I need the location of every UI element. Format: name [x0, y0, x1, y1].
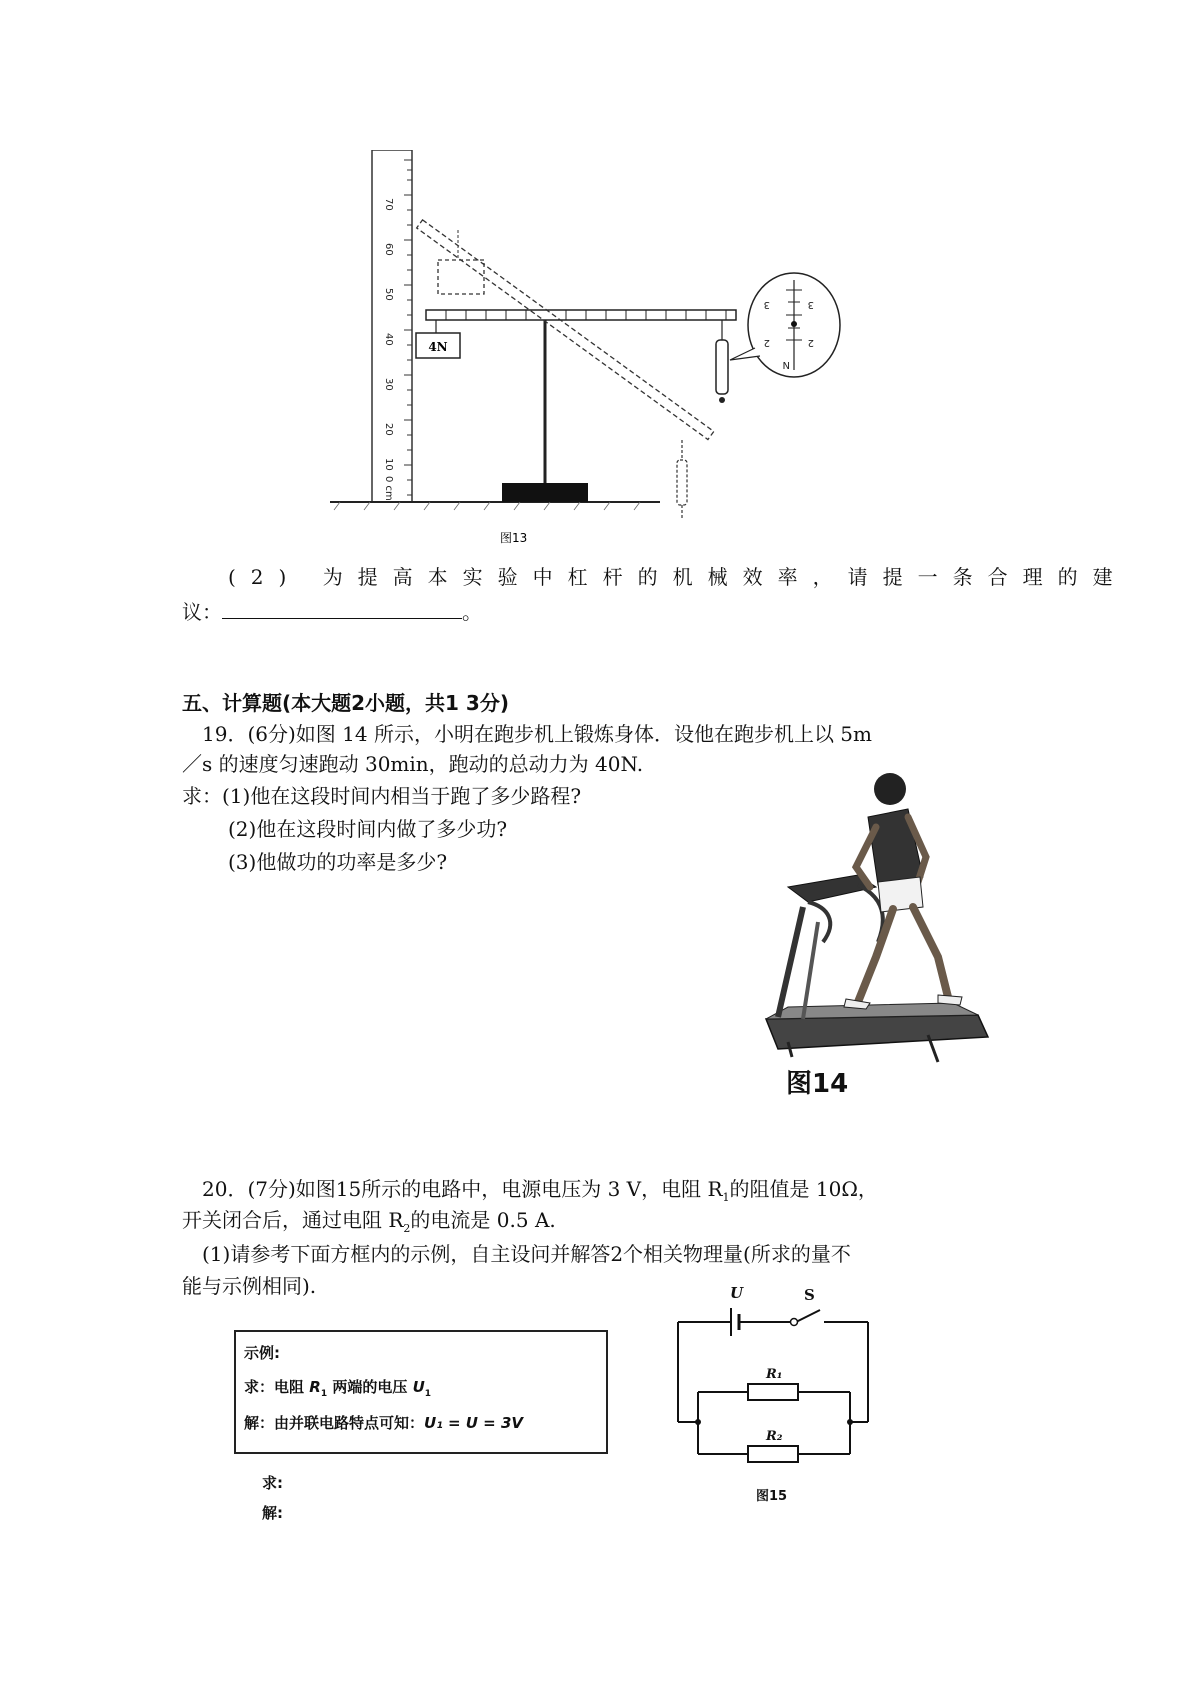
- q20-line2-a: 开关闭合后，通过电阻 R: [182, 1208, 404, 1232]
- treadmill-post: [778, 907, 803, 1017]
- ruler-label-40: 40: [383, 333, 394, 346]
- example-equation: U₁ = U = 3V: [424, 1414, 524, 1432]
- battery-label: U: [730, 1284, 744, 1302]
- example-sub-2: 1: [424, 1389, 432, 1399]
- q19-ask3: (3)他做功的功率是多少?: [228, 850, 448, 874]
- weight-raised-dashed: [438, 260, 484, 294]
- gauge-label-3-left: 3: [763, 299, 770, 310]
- q19-ask1: 求：(1)他在这段时间内相当于跑了多少路程?: [182, 784, 582, 808]
- r1-label: R₁: [766, 1367, 783, 1382]
- spring-scale-lowered-dashed: [677, 440, 687, 520]
- stand-base: [502, 483, 588, 502]
- q20-line2-b: 的电流是 0.5 A.: [410, 1208, 556, 1232]
- q20-line2: [182, 1206, 556, 1243]
- section-5-title: 五、计算题(本大题2小题，共1 3分): [182, 691, 509, 715]
- answer-solution-label: 解:: [262, 1504, 283, 1522]
- example-var-r: R: [309, 1378, 321, 1396]
- fig14-caption: 图14: [786, 1069, 849, 1099]
- figure-14: [748, 757, 1010, 1102]
- figure-13: [330, 150, 870, 550]
- gauge-label-2-left: 2: [763, 337, 770, 348]
- runner-leg-front: [913, 907, 948, 997]
- ruler-label-60: 60: [383, 243, 394, 256]
- example-sub-1: 1: [320, 1389, 328, 1399]
- ruler-label-10: 10: [383, 458, 394, 471]
- example-question-b: 两端的电压: [332, 1378, 408, 1396]
- q19-line1: 19．(6分)如图 14 所示，小明在跑步机上锻炼身体．设他在跑步机上以 5m: [202, 722, 872, 746]
- q18-2-prefix: 议：: [182, 600, 222, 624]
- ruler-label-30: 30: [383, 378, 394, 391]
- ruler-label-0cm: 0 cm: [383, 476, 394, 501]
- ruler-label-70: 70: [383, 198, 394, 211]
- figure-15: [668, 1282, 883, 1512]
- weight-label: 4N: [428, 340, 448, 354]
- treadmill-deck: [766, 1015, 988, 1049]
- fig15-caption: 图15: [756, 1489, 788, 1504]
- fig13-caption: 图13: [500, 531, 528, 545]
- answer-ask-label: 求:: [262, 1474, 283, 1492]
- ruler-label-20: 20: [383, 423, 394, 436]
- example-solution: [244, 1412, 523, 1433]
- q20-r2-sub: 2: [403, 1222, 411, 1235]
- q20-line4: 能与示例相同).: [182, 1274, 317, 1298]
- q20-line1-a: 20．(7分)如图15所示的电路中，电源电压为 3 V，电阻 R: [202, 1177, 723, 1201]
- q19-ask2: (2)他在这段时间内做了多少功?: [228, 817, 508, 841]
- resistor-r2: [748, 1446, 798, 1462]
- runner-head: [874, 773, 906, 805]
- example-box: [234, 1330, 608, 1454]
- answer-blank[interactable]: [222, 598, 462, 619]
- runner-leg-back: [858, 909, 893, 1002]
- example-question: [244, 1376, 431, 1399]
- switch-blade: [796, 1310, 820, 1322]
- switch-label: S: [804, 1286, 815, 1304]
- lever-tilted-dashed: [417, 220, 714, 440]
- q18-2-text: (2) 为提高本实验中杠杆的机械效率，请提一条合理的建: [228, 565, 1128, 589]
- gauge-label-2-right: 2: [807, 337, 814, 348]
- q20-r1-sub: 1: [722, 1191, 730, 1204]
- spring-scale: [716, 340, 728, 394]
- example-var-u: U: [412, 1378, 425, 1396]
- example-title: 示例:: [244, 1344, 280, 1362]
- gauge-label-3-right: 3: [807, 299, 814, 310]
- r2-label: R₂: [766, 1429, 783, 1444]
- q19-line2: ／s 的速度匀速跑动 30min，跑动的总动力为 40N.: [182, 752, 644, 776]
- q20-line3: (1)请参考下面方框内的示例，自主设问并解答2个相关物理量(所求的量不: [202, 1242, 851, 1266]
- resistor-r1: [748, 1384, 798, 1400]
- example-question-a: 求：电阻: [244, 1378, 305, 1396]
- q20-line1-b: 的阻值是 10Ω，: [729, 1177, 878, 1201]
- gauge-label-n: N: [782, 359, 790, 370]
- ruler-label-50: 50: [383, 288, 394, 301]
- q18-2-line2: [182, 598, 482, 626]
- q18-2-suffix: 。: [462, 600, 482, 624]
- runner-shirt: [868, 809, 923, 885]
- lever-horizontal: [426, 310, 736, 320]
- example-solution-a: 解：由并联电路特点可知：: [244, 1414, 425, 1432]
